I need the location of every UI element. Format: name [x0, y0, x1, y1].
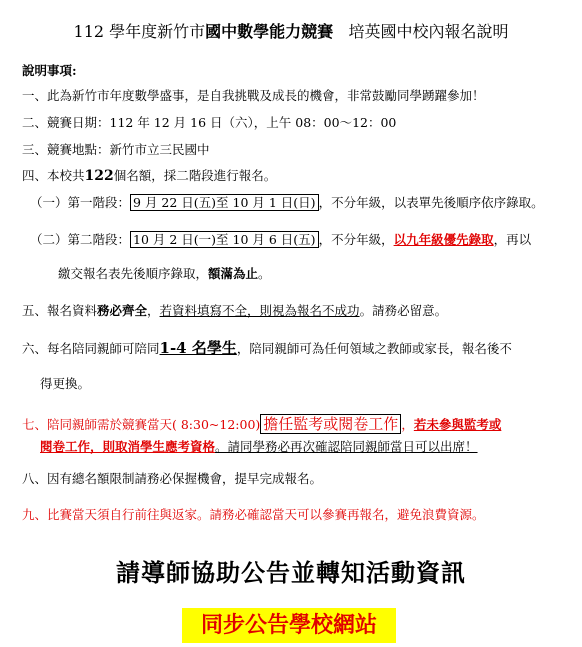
- quota-number: 122: [84, 168, 114, 184]
- page-title: [0, 19, 582, 42]
- item-6: 六、每名陪同親師可陪同1-4 名學生，陪同親師可為任何領域之教師或家長，報名後不: [22, 339, 512, 357]
- item-6-continued: 得更換。: [40, 376, 91, 391]
- phase-1-dates: 9 月 22 日(五)至 10 月 1 日(日): [130, 194, 319, 211]
- proctor-duty: 擔任監考或閱卷工作: [260, 414, 401, 434]
- until-full: 額滿為止: [208, 266, 259, 281]
- item-9: 九、比賽當天須自行前往與返家。請務必確認當天可以參賽再報名，避免浪費資源。: [22, 507, 485, 522]
- students-per-parent: 1-4 名學生: [159, 339, 237, 357]
- item-8: 八、因有總名額限制請務必保握機會，提早完成報名。: [22, 471, 323, 486]
- item-7: 七、陪同親師需於競賽當天( 8:30~12:00) 擔任監考或閱卷工作 ，若未參與監考或: [22, 415, 502, 433]
- phase-2: （二）第二階段： 10 月 2 日(一)至 10 月 6 日(五) ，不分年級，以九年級優先錄取，再以: [30, 232, 532, 247]
- title-contest: 國中數學能力競賽: [205, 22, 334, 41]
- website-banner: 同步公告學校網站: [182, 608, 396, 643]
- item-1: 一、此為新竹市年度數學盛事，是自我挑戰及成長的機會，非常鼓勵同學踴躍參加！: [22, 88, 485, 103]
- item-3: 三、競賽地點：新竹市立三民國中: [22, 142, 210, 157]
- title-year: 112 學年度新竹市: [73, 22, 206, 41]
- title-school: 培英國中校內報名說明: [348, 22, 509, 41]
- item-4: 四、本校共122個名額，採二階段進行報名。: [22, 168, 277, 184]
- phase-2-dates: 10 月 2 日(一)至 10 月 6 日(五): [130, 231, 319, 248]
- teacher-notice: 請導師協助公告並轉知活動資訊: [116, 558, 466, 587]
- item-5: 五、報名資料務必齊全，若資料填寫不全，則視為報名不成功。請務必留意。: [22, 303, 448, 318]
- item-7-continued: 閱卷工作，則取消學生應考資格。請同學務必再次確認陪同親師當日可以出席！: [40, 439, 478, 454]
- section-heading: 說明事項:: [22, 63, 77, 78]
- phase-2-continued: 繳交報名表先後順序錄取，額滿為止。: [58, 266, 271, 281]
- item-2: 二、競賽日期：112 年 12 月 16 日（六），上午 08：00～12：00: [22, 115, 397, 130]
- phase-1: （一）第一階段： 9 月 22 日(五)至 10 月 1 日(日) ，不分年級，以表單先後順序依序錄取。: [30, 195, 544, 210]
- grade9-priority: 以九年級優先錄取: [393, 232, 494, 247]
